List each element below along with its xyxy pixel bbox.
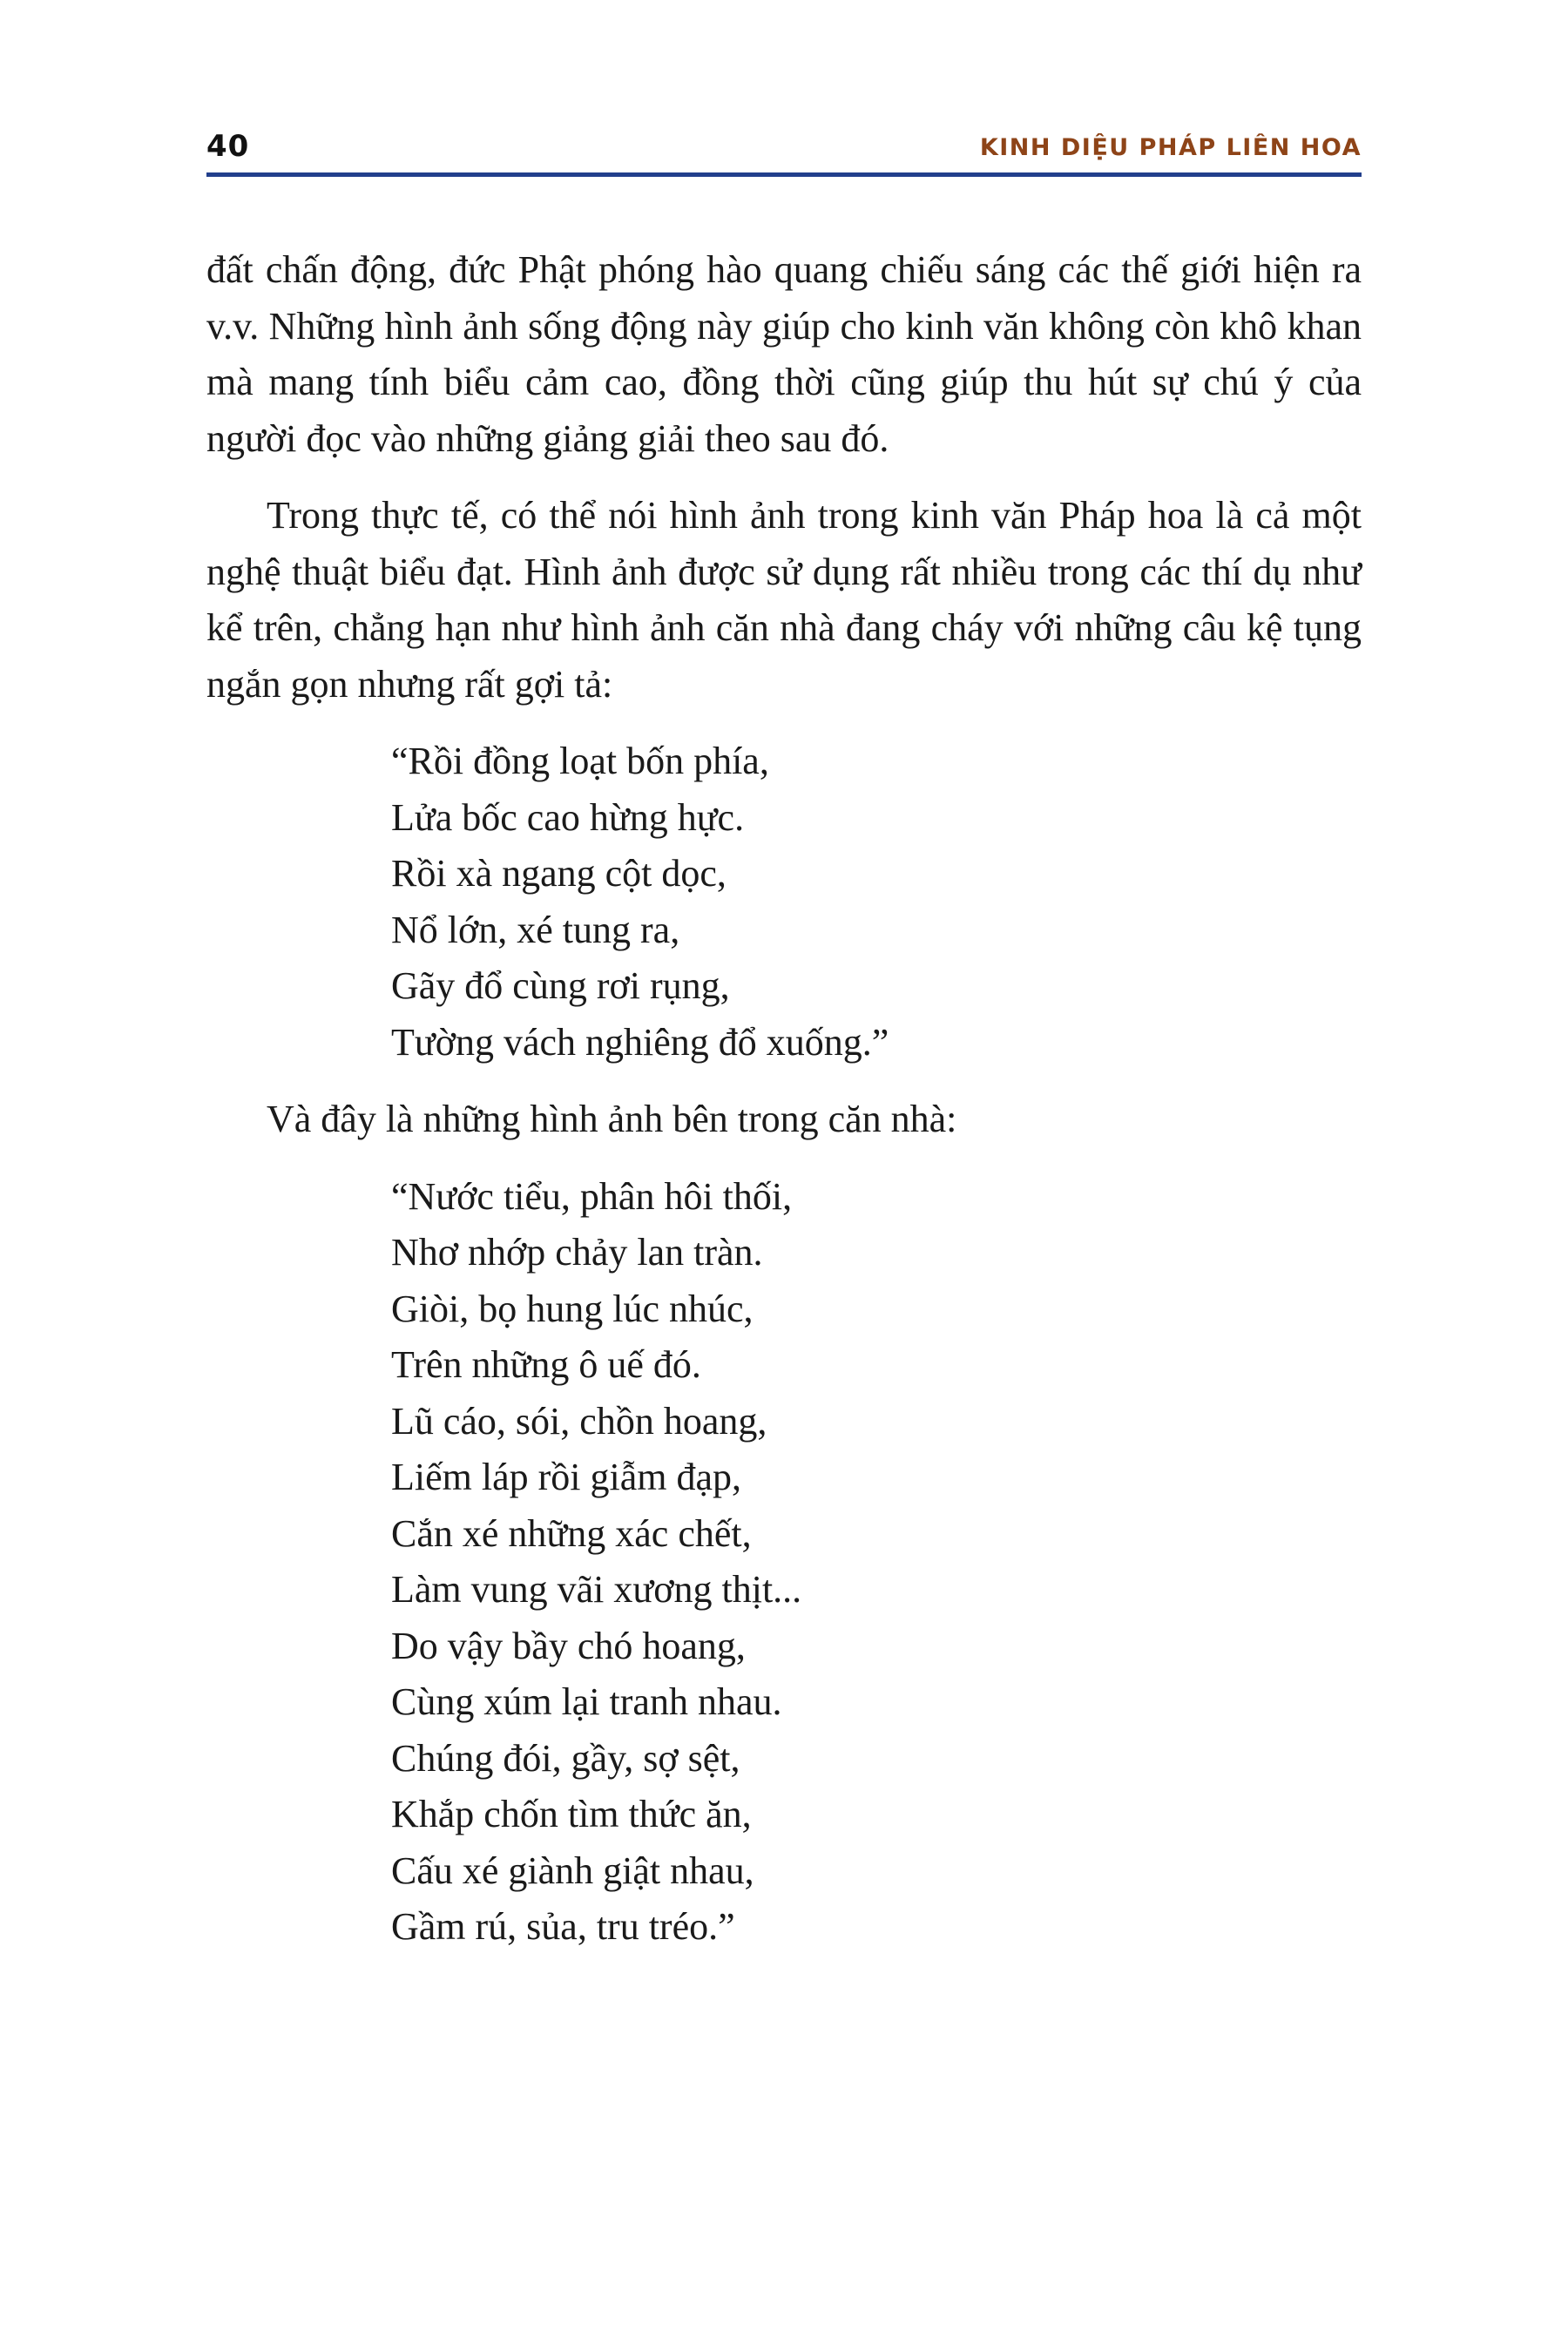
book-title: KINH DIỆU PHÁP LIÊN HOA bbox=[979, 134, 1362, 161]
paragraph-continuation: đất chấn động, đức Phật phóng hào quang chiếu sáng các thế giới hiện ra v.v. Những hình ảnh sống động này giúp cho kinh văn không còn khô khan mà mang tính biểu cảm cao, đồng thời cũng giúp thu hút sự chú ý của người đọc vào những giảng giải theo sau đó. bbox=[206, 248, 1362, 460]
verse-line: Cắn xé những xác chết, bbox=[391, 1511, 752, 1555]
verse-line: Khắp chốn tìm thức ăn, bbox=[391, 1793, 752, 1835]
page-body bbox=[206, 242, 1362, 1956]
verse-line: Liếm láp rồi giẫm đạp, bbox=[391, 1456, 741, 1498]
verse-line: Gãy đổ cùng rơi rụng, bbox=[391, 964, 730, 1007]
verse-quote bbox=[206, 1169, 1362, 1956]
verse-quote bbox=[206, 733, 1362, 1071]
verse-line: “Nước tiểu, phân hôi thối, bbox=[391, 1174, 793, 1218]
verse-line: Giòi, bọ hung lúc nhúc, bbox=[391, 1287, 754, 1330]
verse-line: Nhơ nhớp chảy lan tràn. bbox=[391, 1231, 763, 1274]
verse-line: Tường vách nghiêng đổ xuống.” bbox=[391, 1020, 889, 1064]
verse-line: Do vậy bầy chó hoang, bbox=[391, 1624, 746, 1667]
verse-line: Lửa bốc cao hừng hực. bbox=[391, 795, 745, 839]
verse-line: Chúng đói, gầy, sợ sệt, bbox=[391, 1736, 740, 1780]
paragraph: Và đây là những hình ảnh bên trong căn nhà: bbox=[267, 1098, 957, 1140]
verse-line: Cùng xúm lại tranh nhau. bbox=[391, 1680, 782, 1723]
running-header bbox=[206, 127, 1362, 166]
verse-line: “Rồi đồng loạt bốn phía, bbox=[391, 740, 769, 782]
verse-line: Rồi xà ngang cột dọc, bbox=[391, 852, 727, 895]
verse-line: Lũ cáo, sói, chồn hoang, bbox=[391, 1399, 767, 1443]
verse-line: Gầm rú, sủa, tru tréo.” bbox=[391, 1905, 735, 1948]
verse-line: Nổ lớn, xé tung ra, bbox=[391, 908, 680, 951]
header-rule bbox=[206, 172, 1362, 177]
verse-line: Cấu xé giành giật nhau, bbox=[391, 1848, 754, 1892]
paragraph: Trong thực tế, có thể nói hình ảnh trong kinh văn Pháp hoa là cả một nghệ thuật biểu đạt. Hình ảnh được sử dụng rất nhiều trong các thí dụ như kể trên, chẳng hạn như hình ảnh căn nhà đang cháy với những câu kệ tụng ngắn gọn nhưng rất gợi tả: bbox=[206, 494, 1362, 706]
verse-line: Trên những ô uế đó. bbox=[391, 1343, 701, 1386]
page-number: 40 bbox=[206, 129, 250, 164]
verse-line: Làm vung vãi xương thịt... bbox=[391, 1568, 802, 1611]
